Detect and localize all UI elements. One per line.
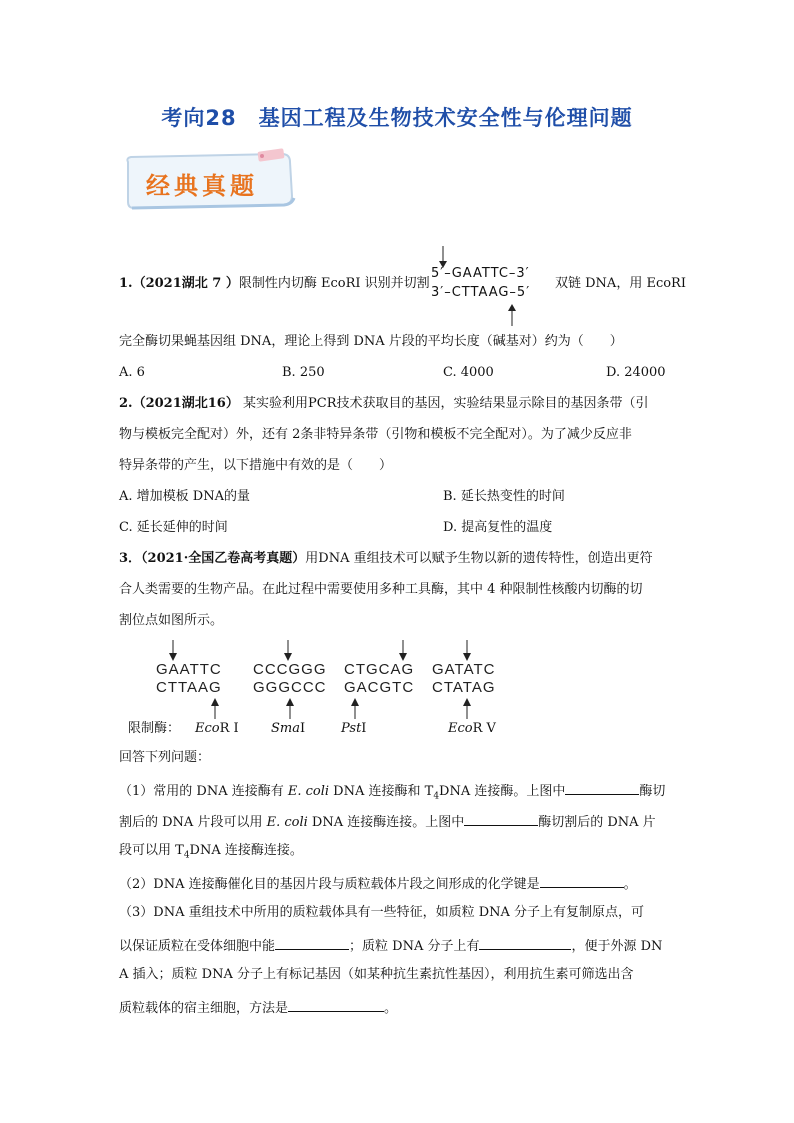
q1-option-b: B. 250	[282, 365, 325, 380]
answer-blank-3[interactable]	[540, 873, 624, 888]
badge-label: 经典真题	[146, 172, 258, 200]
q2-option-a: A. 增加模板 DNA的量	[119, 489, 250, 504]
q3-p2-a: （2）DNA 连接酶催化目的基因片段与质粒载体片段之间形成的化学键是	[119, 877, 540, 892]
site-1-top: GAATTC	[156, 661, 222, 678]
q3-p3-f: 质粒载体的宿主细胞，方法是	[119, 1001, 289, 1016]
q1-option-c: C. 4000	[443, 365, 494, 380]
q2-line1	[119, 395, 648, 413]
q1-stem-c: 完全酶切果蝇基因组 DNA，理论上得到 DNA 片段的平均长度（碱基对）约为（ ）	[119, 334, 623, 349]
page-title: 考向28 基因工程及生物技术安全性与伦理问题	[161, 106, 633, 130]
q2-option-c: C. 延长延伸的时间	[119, 520, 228, 535]
enzyme-name-3	[341, 720, 366, 738]
q1-number: 1.	[119, 276, 133, 291]
q2-stem-3: 特异条带的产生，以下措施中有效的是（ ）	[119, 458, 393, 473]
answer-blank-1[interactable]	[565, 780, 639, 795]
q2-source: （2021湖北16）	[132, 396, 239, 411]
enzyme-2-rest: I	[299, 721, 306, 736]
q1-sequence-bottom: 3′–CTTAAG–5′	[431, 285, 531, 300]
q3-p2-b: 。	[623, 877, 637, 892]
ecori-top-arrow-icon	[168, 640, 178, 662]
q3-part1-line3	[119, 842, 303, 865]
q3-part3-line4	[119, 997, 397, 1018]
section-badge	[122, 150, 305, 212]
q3-p3-d: ，便于外源 DN	[571, 939, 663, 954]
site-4-bottom: CTATAG	[432, 679, 496, 696]
q3-part2	[119, 873, 637, 894]
q3-part1-line1	[119, 780, 665, 806]
q1-line1	[119, 275, 430, 293]
enzyme-name-4	[448, 720, 496, 738]
q3-stem-1: 用DNA 重组技术可以赋予生物以新的遗传特性，创造出更符	[305, 551, 653, 566]
enzyme-name-2	[271, 720, 305, 738]
figure-enzyme-label: 限制酶：	[128, 721, 181, 736]
site-1-bottom: CTTAAG	[156, 679, 222, 696]
q1-option-a: A. 6	[119, 365, 145, 380]
q2-number: 2.	[119, 396, 133, 411]
ecorv-top-arrow-icon	[462, 640, 472, 662]
q3-p1-sub: 4	[433, 791, 440, 802]
q3-p1-b: DNA 连接酶和 T	[329, 784, 434, 799]
q3-part3-line2	[119, 935, 662, 956]
q1-source: （2021湖北 7 ）	[132, 276, 239, 291]
q3-p1-e: 割后的 DNA 片段可以用	[119, 815, 267, 830]
q2-stem-1: 某实验利用PCR技术获取目的基因，实验结果显示除目的基因条带（引	[243, 396, 649, 411]
q2-option-b: B. 延长热变性的时间	[443, 489, 565, 504]
enzyme-1-italic: Eco	[195, 721, 220, 736]
psti-top-arrow-icon	[398, 640, 408, 662]
ecori-bottom-arrow-icon	[210, 697, 220, 719]
site-2-bottom: GGGCCC	[253, 679, 327, 696]
site-4-top: GATATC	[432, 661, 496, 678]
q3-p1-ecoli-2: E. coli	[266, 815, 308, 830]
site-3-top: CTGCAG	[344, 661, 415, 678]
q3-stem-3: 割位点如图所示。	[119, 613, 224, 628]
q3-p1-sub-2: 4	[183, 850, 190, 861]
q3-p1-c: DNA 连接酶。上图中	[439, 784, 566, 799]
q3-part3-line3: A 插入；质粒 DNA 分子上有标记基因（如某种抗生素抗性基因），利用抗生素可筛选出含	[119, 967, 634, 982]
enzyme-name-1	[195, 720, 239, 738]
q3-part3-line1: （3）DNA 重组技术中所用的质粒载体具有一些特征，如质粒 DNA 分子上有复制原点，可	[119, 905, 645, 920]
q1-sequence-top: 5′–GAATTC–3′	[431, 266, 530, 281]
psti-bottom-arrow-icon	[350, 697, 360, 719]
q3-number: 3．	[119, 551, 142, 566]
q2-option-d: D. 提高复性的温度	[443, 520, 553, 535]
answer-blank-2[interactable]	[464, 811, 538, 826]
q1-cut-arrow-bottom-icon	[507, 302, 517, 326]
enzyme-4-italic: Eco	[448, 721, 473, 736]
q1-stem-a: 限制性内切酶 EcoRI 识别并切割	[238, 276, 430, 291]
smai-top-arrow-icon	[283, 640, 293, 662]
answer-blank-5[interactable]	[479, 935, 571, 950]
site-2-top: CCCGGG	[253, 661, 327, 678]
q1-stem-b: 双链 DNA，用 EcoRI	[555, 276, 686, 291]
enzyme-2-italic: Sma	[271, 721, 300, 736]
q3-p1-g: 酶切割后的 DNA 片	[538, 815, 656, 830]
q3-source: （2021·全国乙卷高考真题）	[141, 551, 306, 566]
smai-bottom-arrow-icon	[285, 697, 295, 719]
q3-p1-i: DNA 连接酶连接。	[189, 843, 303, 858]
ecorv-bottom-arrow-icon	[462, 697, 472, 719]
enzyme-1-rest: R I	[219, 721, 239, 736]
q3-stem-2: 合人类需要的生物产品。在此过程中需要使用多种工具酶，其中 4 种限制性核酸内切酶的切	[119, 582, 643, 597]
answer-blank-6[interactable]	[288, 997, 384, 1012]
q3-part1-line2	[119, 811, 656, 832]
enzyme-4-rest: R V	[472, 721, 496, 736]
q3-p1-d: 酶切	[639, 784, 666, 799]
site-3-bottom: GACGTC	[344, 679, 415, 696]
q2-stem-2: 物与模板完全配对）外，还有 2条非特异条带（引物和模板不完全配对）。为了减少反应非	[119, 427, 632, 442]
q3-p1-a: （1）常用的 DNA 连接酶有	[119, 784, 288, 799]
answer-intro: 回答下列问题：	[119, 750, 211, 765]
enzyme-3-rest: I	[361, 721, 367, 736]
enzyme-3-italic: Pst	[341, 721, 362, 736]
q3-p1-h: 段可以用 T	[119, 843, 184, 858]
q3-p1-f: DNA 连接酶连接。上图中	[307, 815, 465, 830]
q3-line1	[119, 550, 653, 568]
answer-blank-4[interactable]	[275, 935, 349, 950]
q3-p3-c: ；质粒 DNA 分子上有	[349, 939, 480, 954]
q1-option-d: D. 24000	[606, 365, 666, 380]
q3-p1-ecoli: E. coli	[287, 784, 330, 799]
q3-p3-b: 以保证质粒在受体细胞中能	[119, 939, 276, 954]
q3-p3-g: 。	[384, 1001, 398, 1016]
